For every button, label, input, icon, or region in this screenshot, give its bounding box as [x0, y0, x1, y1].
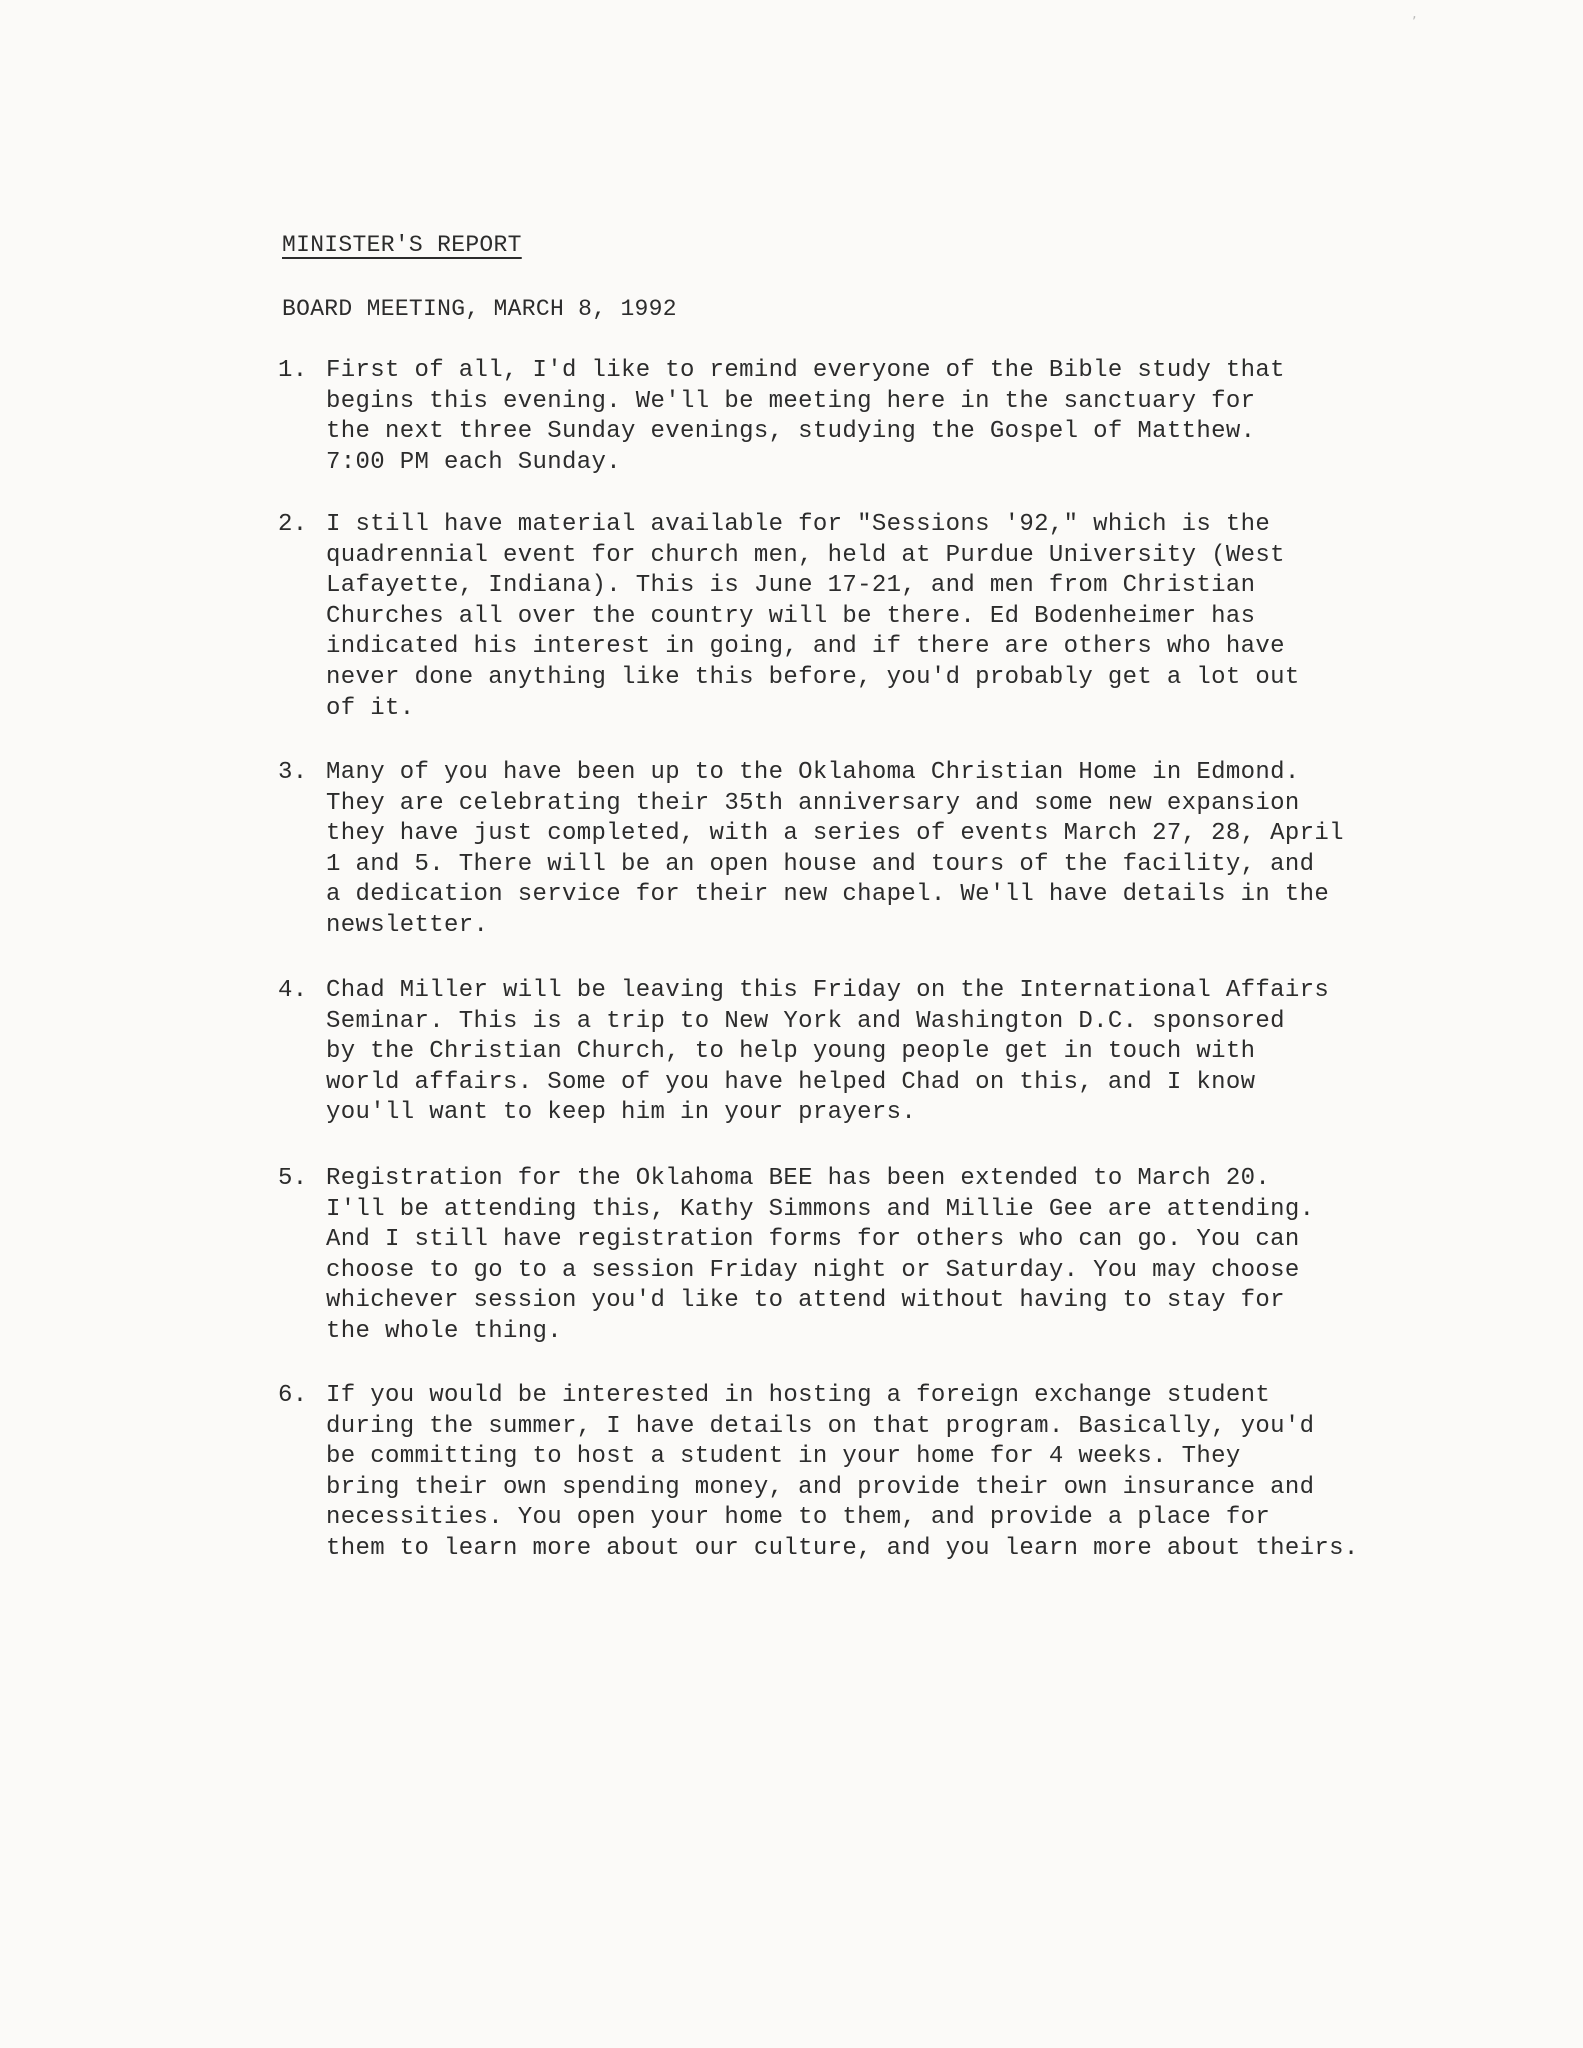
report-item-1 [278, 356, 1422, 478]
item-text: First of all, I'd like to remind everyone of the Bible study that begins this evening. We'll be meeting here in the sanctuary for the next three Sunday evenings, studying the Gospel of Matthew. 7:00 PM each Sunday. [326, 357, 1285, 476]
item-number: 3. [278, 759, 308, 786]
corner-speck-mark: ‚ [1412, 6, 1417, 22]
item-text: Registration for the Oklahoma BEE has been extended to March 20. I'll be attending this, Kathy Simmons and Millie Gee are attending. And I still have registration forms for others who can go. You can choose to go to a session Friday night or Saturday. You may choose whichever session you'd like to attend without having to stay for the whole thing. [326, 1165, 1315, 1345]
report-item-3 [278, 758, 1422, 942]
item-number: 2. [278, 511, 308, 538]
item-text: If you would be interested in hosting a foreign exchange student during the summer, I have details on that program. Basically, you'd be committing to host a student in your home for 4 weeks. They bring their own spending money, and provide their own insurance and necessities. You open your home to them, and provide a place for them to learn more about our culture, and you learn more about theirs. [326, 1382, 1359, 1562]
item-text: Chad Miller will be leaving this Friday on the International Affairs Seminar. This is a trip to New York and Washington D.C. sponsored by the Christian Church, to help young people get in touch with world affairs. Some of you have helped Chad on this, and I know you'll want to keep him in your prayers. [326, 977, 1330, 1127]
report-item-4 [278, 976, 1422, 1129]
report-item-5 [278, 1164, 1422, 1348]
report-item-6 [278, 1381, 1422, 1565]
item-text: Many of you have been up to the Oklahoma Christian Home in Edmond. They are celebrating their 35th anniversary and some new expansion they have just completed, with a series of events March 27, 28, April 1 and 5. There will be an open house and tours of the facility, and a dedication service for their new chapel. We'll have details in the newsletter. [326, 759, 1344, 939]
report-title: MINISTER'S REPORT [282, 232, 522, 258]
item-number: 5. [278, 1165, 308, 1192]
item-number: 1. [278, 357, 308, 384]
item-number: 4. [278, 977, 308, 1004]
report-item-2 [278, 510, 1422, 724]
item-text: I still have material available for "Sessions '92," which is the quadrennial event for church men, held at Purdue University (West Lafayette, Indiana). This is June 17-21, and men from Christian Churches all over the country will be there. Ed Bodenheimer has indicated his interest in going, and if there are others who have never done anything like this before, you'd probably get a lot out of it. [326, 511, 1300, 722]
meeting-date-heading: BOARD MEETING, MARCH 8, 1992 [282, 296, 677, 322]
item-number: 6. [278, 1382, 308, 1409]
